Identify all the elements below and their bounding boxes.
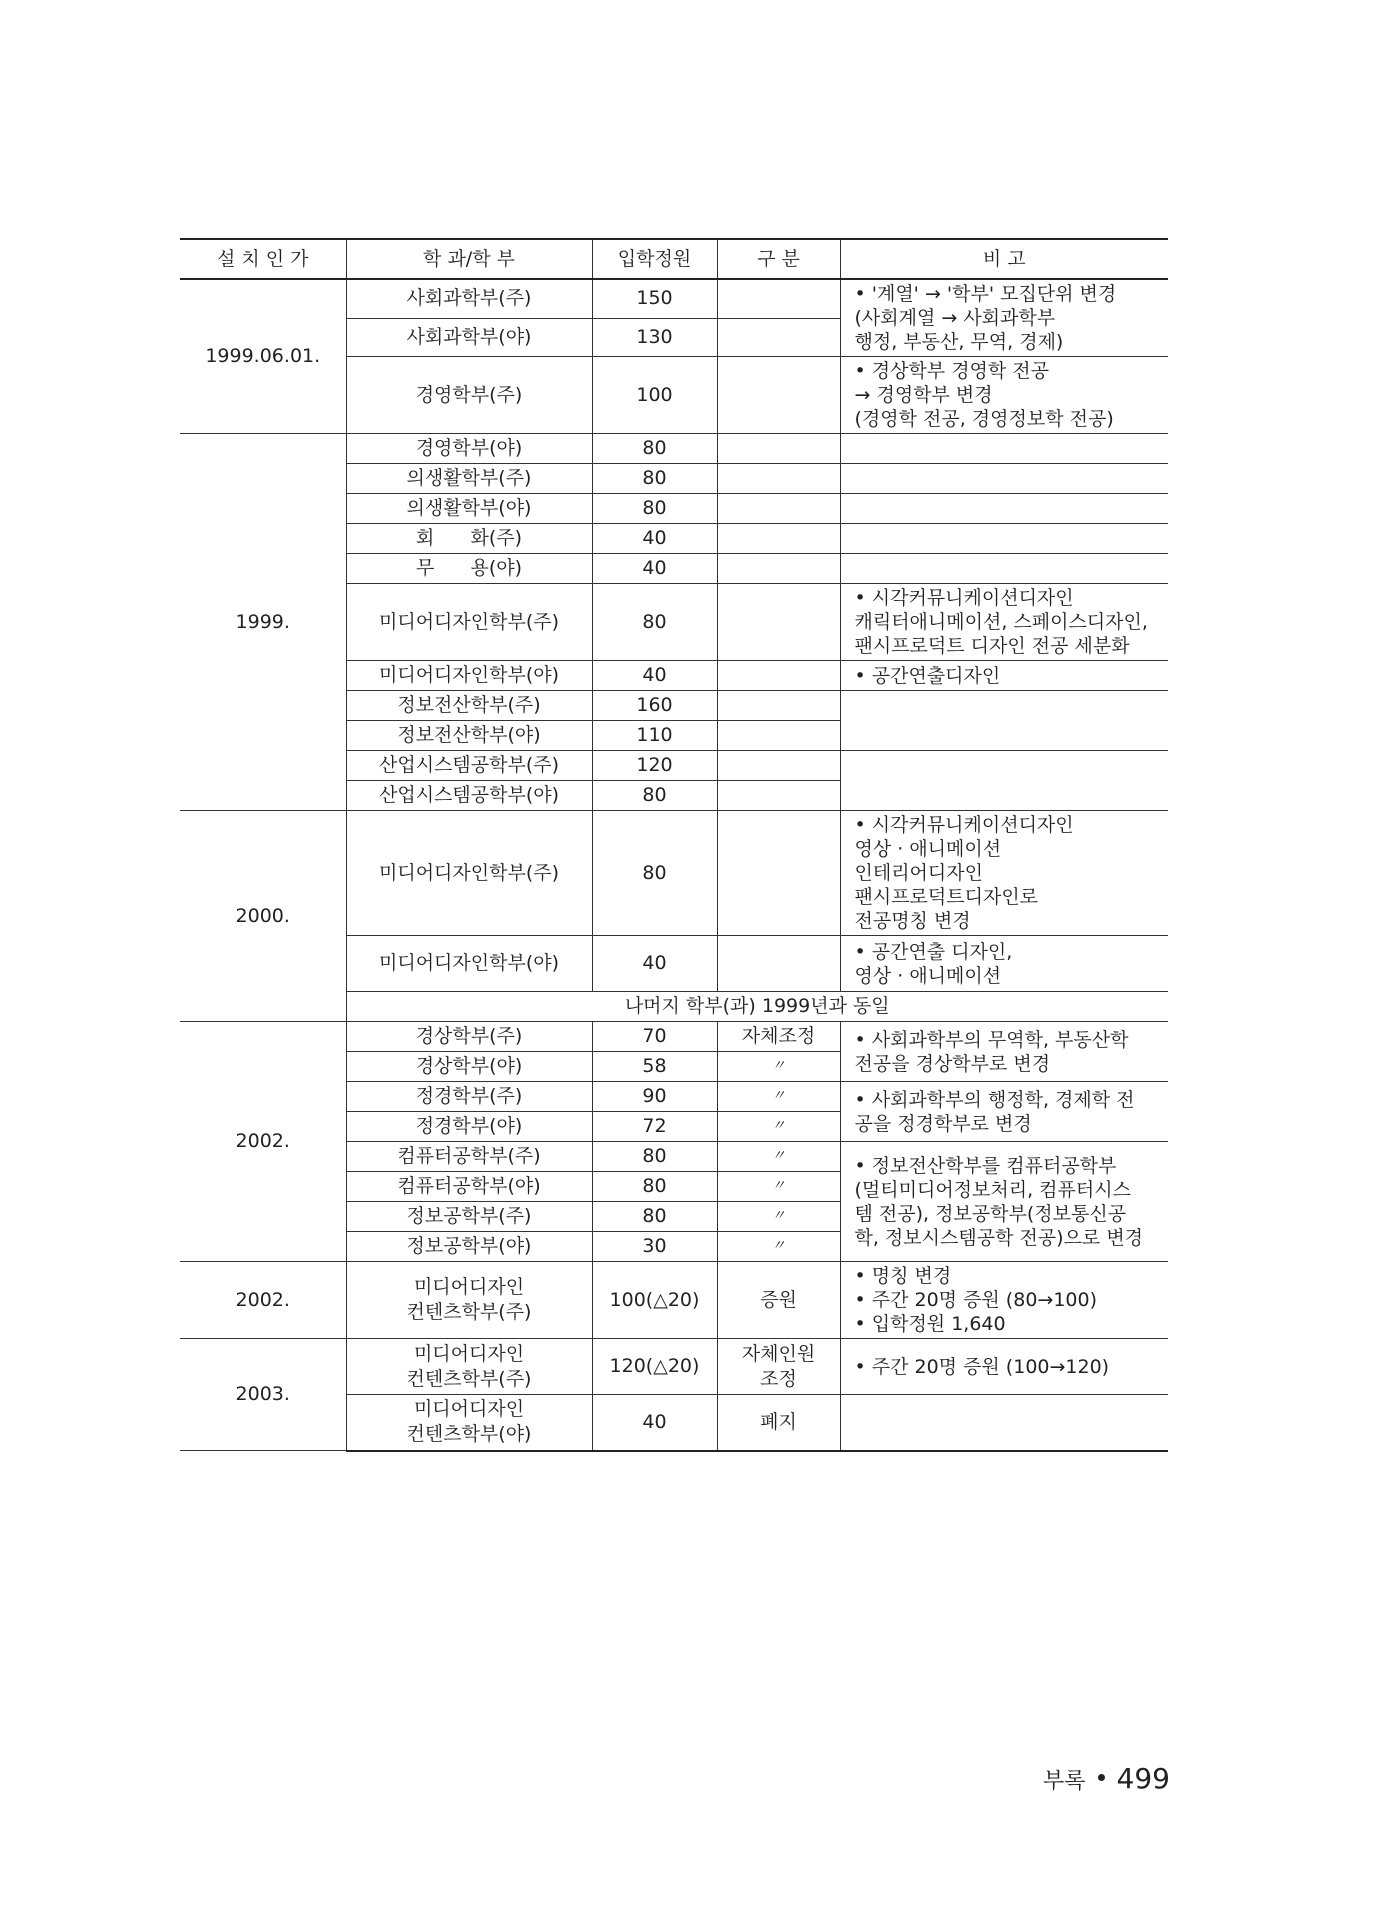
quota-cell: 40 xyxy=(592,524,717,554)
category-cell xyxy=(717,464,840,494)
category-cell xyxy=(717,661,840,691)
table-row xyxy=(180,811,1168,936)
quota-cell: 80 xyxy=(592,1172,717,1202)
quota-cell: 80 xyxy=(592,494,717,524)
remarks-cell xyxy=(840,554,1168,584)
category-cell xyxy=(717,781,840,811)
quota-cell: 72 xyxy=(592,1112,717,1142)
department-cell: 사회과학부(야) xyxy=(346,318,592,356)
quota-cell: 80 xyxy=(592,1142,717,1172)
department-cell: 미디어디자인학부(주) xyxy=(346,584,592,661)
department-cell: 컴퓨터공학부(야) xyxy=(346,1172,592,1202)
header-remarks: 비 고 xyxy=(840,239,1168,279)
category-cell: 〃 xyxy=(717,1112,840,1142)
header-approval-date: 설 치 인 가 xyxy=(180,239,346,279)
remarks-cell xyxy=(840,751,1168,811)
category-cell xyxy=(717,357,840,434)
department-cell: 정경학부(야) xyxy=(346,1112,592,1142)
quota-cell: 100 xyxy=(592,357,717,434)
quota-cell: 150 xyxy=(592,279,717,318)
department-cell: 경영학부(주) xyxy=(346,357,592,434)
table-row xyxy=(180,1339,1168,1395)
category-cell xyxy=(717,434,840,464)
header-department: 학 과/학 부 xyxy=(346,239,592,279)
approval-date-cell: 2003. xyxy=(180,1339,346,1451)
quota-cell: 120(△20) xyxy=(592,1339,717,1395)
department-cell: 정보전산학부(야) xyxy=(346,721,592,751)
quota-cell: 80 xyxy=(592,434,717,464)
header-category: 구 분 xyxy=(717,239,840,279)
category-cell: 폐지 xyxy=(717,1395,840,1451)
category-cell: 〃 xyxy=(717,1142,840,1172)
category-cell xyxy=(717,721,840,751)
remarks-cell xyxy=(840,524,1168,554)
quota-cell: 40 xyxy=(592,661,717,691)
quota-cell: 30 xyxy=(592,1232,717,1262)
table-row xyxy=(180,279,1168,318)
approval-date-cell: 2002. xyxy=(180,1262,346,1339)
category-cell xyxy=(717,279,840,318)
category-cell xyxy=(717,691,840,721)
department-cell: 무 용(야) xyxy=(346,554,592,584)
category-cell: 〃 xyxy=(717,1232,840,1262)
department-cell: 의생활학부(야) xyxy=(346,494,592,524)
remarks-cell: • 사회과학부의 무역학, 부동산학 전공을 경상학부로 변경 xyxy=(840,1022,1168,1082)
admission-quota-table xyxy=(180,238,1168,1452)
category-cell xyxy=(717,811,840,936)
department-cell: 의생활학부(주) xyxy=(346,464,592,494)
approval-date-cell: 2002. xyxy=(180,1022,346,1262)
department-cell: 산업시스템공학부(주) xyxy=(346,751,592,781)
remarks-cell: • 명칭 변경 • 주간 20명 증원 (80→100) • 입학정원 1,640 xyxy=(840,1262,1168,1339)
department-cell: 정보전산학부(주) xyxy=(346,691,592,721)
remarks-cell: • 공간연출디자인 xyxy=(840,661,1168,691)
quota-cell: 58 xyxy=(592,1052,717,1082)
table-row xyxy=(180,434,1168,464)
quota-cell: 100(△20) xyxy=(592,1262,717,1339)
department-cell: 미디어디자인학부(주) xyxy=(346,811,592,936)
department-cell: 미디어디자인 컨텐츠학부(야) xyxy=(346,1395,592,1451)
quota-cell: 130 xyxy=(592,318,717,356)
department-cell: 정경학부(주) xyxy=(346,1082,592,1112)
quota-cell: 90 xyxy=(592,1082,717,1112)
department-cell: 미디어디자인학부(야) xyxy=(346,936,592,992)
quota-cell: 80 xyxy=(592,464,717,494)
remarks-cell: • 시각커뮤니케이션디자인 영상 · 애니메이션 인테리어디자인 팬시프로덕트디자인로 전공명칭 변경 xyxy=(840,811,1168,936)
remarks-cell xyxy=(840,434,1168,464)
footer-label: 부록 xyxy=(1043,1769,1086,1794)
approval-date-cell: 1999.06.01. xyxy=(180,279,346,434)
quota-cell: 40 xyxy=(592,1395,717,1451)
category-cell: 〃 xyxy=(717,1202,840,1232)
category-cell: 〃 xyxy=(717,1052,840,1082)
department-cell: 경상학부(주) xyxy=(346,1022,592,1052)
remarks-cell xyxy=(840,1395,1168,1451)
department-cell: 정보공학부(주) xyxy=(346,1202,592,1232)
page-number: 499 xyxy=(1116,1762,1170,1795)
remarks-cell xyxy=(840,494,1168,524)
quota-cell: 80 xyxy=(592,811,717,936)
quota-cell: 40 xyxy=(592,936,717,992)
header-quota: 입학정원 xyxy=(592,239,717,279)
quota-cell: 80 xyxy=(592,584,717,661)
department-cell: 사회과학부(주) xyxy=(346,279,592,318)
category-cell xyxy=(717,318,840,356)
quota-cell: 160 xyxy=(592,691,717,721)
category-cell xyxy=(717,524,840,554)
table-body xyxy=(180,279,1168,1451)
category-cell xyxy=(717,751,840,781)
department-cell: 컴퓨터공학부(주) xyxy=(346,1142,592,1172)
department-cell: 경영학부(야) xyxy=(346,434,592,464)
table-row xyxy=(180,1022,1168,1052)
category-cell xyxy=(717,936,840,992)
quota-cell: 110 xyxy=(592,721,717,751)
approval-date-cell: 1999. xyxy=(180,434,346,811)
remarks-cell: • 사회과학부의 행정학, 경제학 전 공을 정경학부로 변경 xyxy=(840,1082,1168,1142)
table-header-row xyxy=(180,239,1168,279)
category-cell: 〃 xyxy=(717,1082,840,1112)
department-cell: 회 화(주) xyxy=(346,524,592,554)
remarks-cell: • '계열' → '학부' 모집단위 변경 (사회계열 → 사회과학부 행정, 부동산, 무역, 경제) xyxy=(840,279,1168,357)
department-cell: 산업시스템공학부(야) xyxy=(346,781,592,811)
quota-cell: 120 xyxy=(592,751,717,781)
remarks-cell: • 주간 20명 증원 (100→120) xyxy=(840,1339,1168,1395)
remarks-cell: • 공간연출 디자인, 영상 · 애니메이션 xyxy=(840,936,1168,992)
department-cell: 정보공학부(야) xyxy=(346,1232,592,1262)
approval-date-cell: 2000. xyxy=(180,811,346,1022)
category-cell: 〃 xyxy=(717,1172,840,1202)
remarks-cell: • 경상학부 경영학 전공 → 경영학부 변경 (경영학 전공, 경영정보학 전공) xyxy=(840,357,1168,434)
category-cell: 자체인원 조정 xyxy=(717,1339,840,1395)
department-cell: 경상학부(야) xyxy=(346,1052,592,1082)
quota-cell: 70 xyxy=(592,1022,717,1052)
category-cell xyxy=(717,554,840,584)
quota-cell: 80 xyxy=(592,1202,717,1232)
category-cell xyxy=(717,584,840,661)
category-cell: 자체조정 xyxy=(717,1022,840,1052)
page-footer xyxy=(1040,1762,1170,1795)
table-row xyxy=(180,1262,1168,1339)
quota-cell: 40 xyxy=(592,554,717,584)
quota-cell: 80 xyxy=(592,781,717,811)
department-cell: 미디어디자인학부(야) xyxy=(346,661,592,691)
remarks-cell: • 정보전산학부를 컴퓨터공학부 (멀티미디어정보처리, 컴퓨터시스 템 전공), 정보공학부(정보통신공 학, 정보시스템공학 전공)으로 변경 xyxy=(840,1142,1168,1262)
same-as-1999-row: 나머지 학부(과) 1999년과 동일 xyxy=(346,992,1168,1022)
department-cell: 미디어디자인 컨텐츠학부(주) xyxy=(346,1339,592,1395)
remarks-cell xyxy=(840,464,1168,494)
category-cell xyxy=(717,494,840,524)
remarks-cell: • 시각커뮤니케이션디자인 캐릭터애니메이션, 스페이스디자인, 팬시프로덕트 디자인 전공 세분화 xyxy=(840,584,1168,661)
remarks-cell xyxy=(840,691,1168,751)
bullet-dot-icon xyxy=(1098,1774,1105,1781)
category-cell: 증원 xyxy=(717,1262,840,1339)
department-cell: 미디어디자인 컨텐츠학부(주) xyxy=(346,1262,592,1339)
